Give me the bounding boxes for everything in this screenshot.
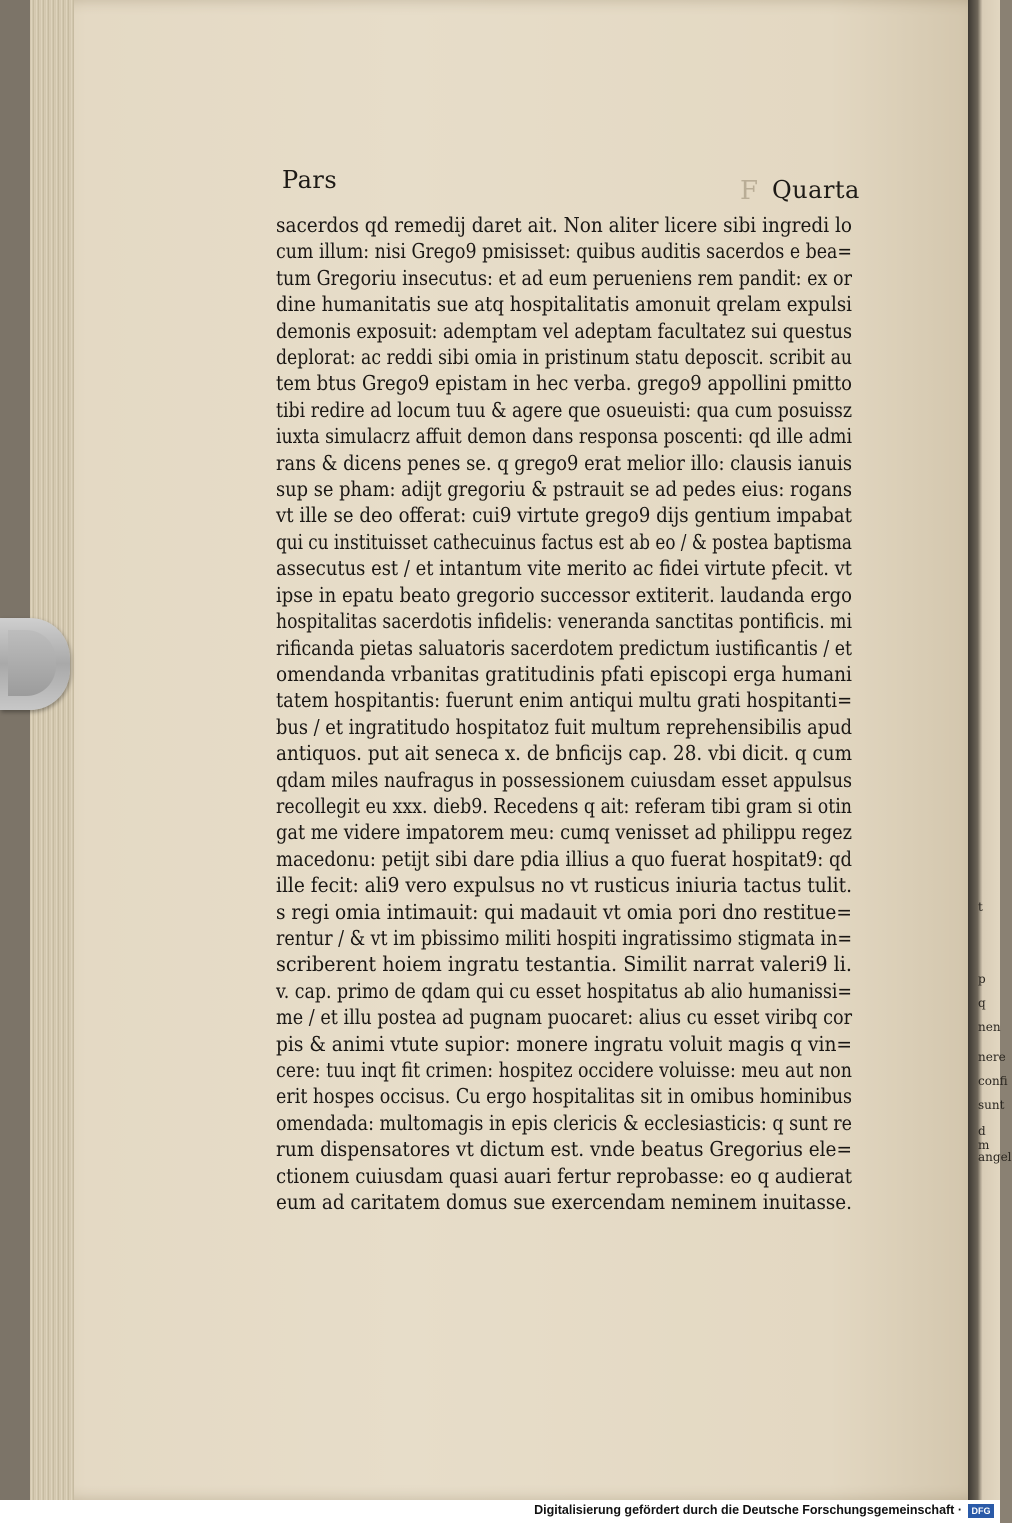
text-line: tatem hospitantis: fuerunt enim antiqui multu grati hospitanti= [276, 688, 853, 713]
adjacent-page-fragment: nen [978, 1020, 1001, 1034]
text-line: tum Gregoriu insecutus: et ad eum perueniens rem pandit: ex or [276, 265, 852, 290]
text-line: ipse in epatu beato gregorio successor extiterit. laudanda ergo [276, 582, 852, 607]
adjacent-page-fragment: nere [978, 1050, 1006, 1064]
text-line: tibi redire ad locum tuu & agere que osueuisti: qua cum posuissz [276, 397, 853, 422]
dfg-logo-icon: DFG [968, 1504, 994, 1518]
page-edges [30, 0, 74, 1500]
page-clip [0, 618, 70, 710]
text-line: cere: tuu inqt fit crimen: hospitez occidere voluisse: meu aut non [276, 1058, 852, 1082]
text-line: sup se pham: adijt gregoriu & pstrauit se ad pedes eius: rogans [276, 477, 852, 502]
text-line: omendanda vrbanitas gratitudinis pfati episcopi erga humani [276, 661, 852, 686]
text-line: v. cap. primo de qdam qui cu esset hospitatus ab alio humanissi= [276, 978, 852, 1003]
text-line: gat me videre impatorem meu: cumq venisset ad philippu regez [276, 820, 853, 845]
text-line: rum dispensatores vt dictum est. vnde beatus Gregorius ele= [276, 1137, 852, 1162]
text-line: vt ille se deo offerat: cui9 virtute grego9 dijs gentium impabat [276, 503, 852, 528]
text-line: macedonu: petijt sibi dare pdia illius a quo fuerat hospitat9: qd [276, 846, 852, 871]
adjacent-page-fragment: confi [978, 1074, 1008, 1088]
text-line: erit hospes occisus. Cu ergo hospitalitas sit in omibus hominibus [276, 1084, 853, 1109]
text-line: iuxta simulacrz affuit demon dans responsa poscenti: qd ille admi [276, 424, 852, 449]
adjacent-page-fragment: d m [978, 1124, 990, 1152]
text-line: rans & dicens penes se. q grego9 erat melior illo: clausis ianuis [276, 450, 853, 475]
text-line: qui cu instituisset cathecuinus factus est ab eo / & postea baptisma [276, 529, 852, 554]
text-line: antiquos. put ait seneca x. de bnficijs cap. 28. vbi dicit. q cum [276, 741, 852, 766]
text-line: qdam miles naufragus in possessionem cuiusdam esset appulsus [276, 767, 853, 792]
adjacent-page-fragment: p [978, 972, 986, 986]
funding-credit: Digitalisierung gefördert durch die Deutsche Forschungsgemeinschaft · [534, 1503, 962, 1517]
text-line: s regi omia intimauit: qui madauit vt omia pori dno restitue= [276, 899, 852, 924]
text-line: hospitalitas sacerdotis infidelis: veneranda sanctitas pontificis. mi [276, 609, 852, 634]
text-line: dine humanitatis sue atq hospitalitatis amonuit qrelam expulsi [276, 292, 852, 317]
adjacent-page-fragment: q [978, 996, 986, 1010]
adjacent-page-fragment: t [978, 900, 983, 914]
running-head-right: Quarta [772, 176, 860, 204]
text-line: demonis exposuit: ademptam vel adeptam facultatez sui questus [276, 318, 853, 343]
text-line: ctionem cuiusdam quasi auari fertur reprobasse: eo q audierat [276, 1163, 853, 1188]
adjacent-page-fragment: angel [978, 1150, 1012, 1164]
body-text-block [276, 212, 856, 1215]
text-line: rentur / & vt im pbissimo militi hospiti ingratissimo stigmata in= [276, 925, 852, 950]
adjacent-page-fragment: sunt [978, 1098, 1005, 1112]
text-line: eum ad caritatem domus sue exercendam neminem inuitasse. [276, 1190, 852, 1215]
text-line: recollegit eu xxx. dieb9. Recedens q ait: referam tibi gram si otin [276, 793, 852, 818]
text-line: me / et illu postea ad pugnam puocaret: alius cu esset viribq cor [276, 1005, 853, 1030]
text-line: sacerdos qd remedij daret ait. Non aliter licere sibi ingredi lo [276, 213, 853, 237]
text-line: ille fecit: ali9 vero expulsus no vt rusticus iniuria tactus tulit. [276, 873, 852, 898]
text-line: tem btus Grego9 epistam in hec verba. grego9 appollini pmitto [276, 371, 853, 396]
text-line: assecutus est / et intantum vite merito ac fidei virtute pfecit. vt [276, 556, 852, 581]
text-line: bus / et ingratitudo hospitatoz fuit multum reprehensibilis apud [276, 714, 853, 739]
text-line: rificanda pietas saluatoris sacerdotem predictum iustificantis / et [276, 635, 852, 660]
text-line: scriberent hoiem ingratu testantia. Similit narrat valeri9 li. [276, 952, 853, 977]
faint-page-mark: F [740, 176, 759, 206]
footer-bar [0, 1500, 1000, 1523]
adjacent-page-edge [968, 0, 1000, 1500]
text-line: cum illum: nisi Grego9 pmisisset: quibus auditis sacerdos e bea= [276, 239, 852, 264]
running-head-left: Pars [282, 166, 338, 194]
text-line: deplorat: ac reddi sibi omia in pristinum statu deposcit. scribit au [276, 345, 852, 370]
text-line: pis & animi vtute supior: monere ingratu voluit magis q vin= [276, 1031, 853, 1056]
text-line: omendada: multomagis in epis clericis & ecclesiasticis: q sunt re [276, 1110, 853, 1135]
